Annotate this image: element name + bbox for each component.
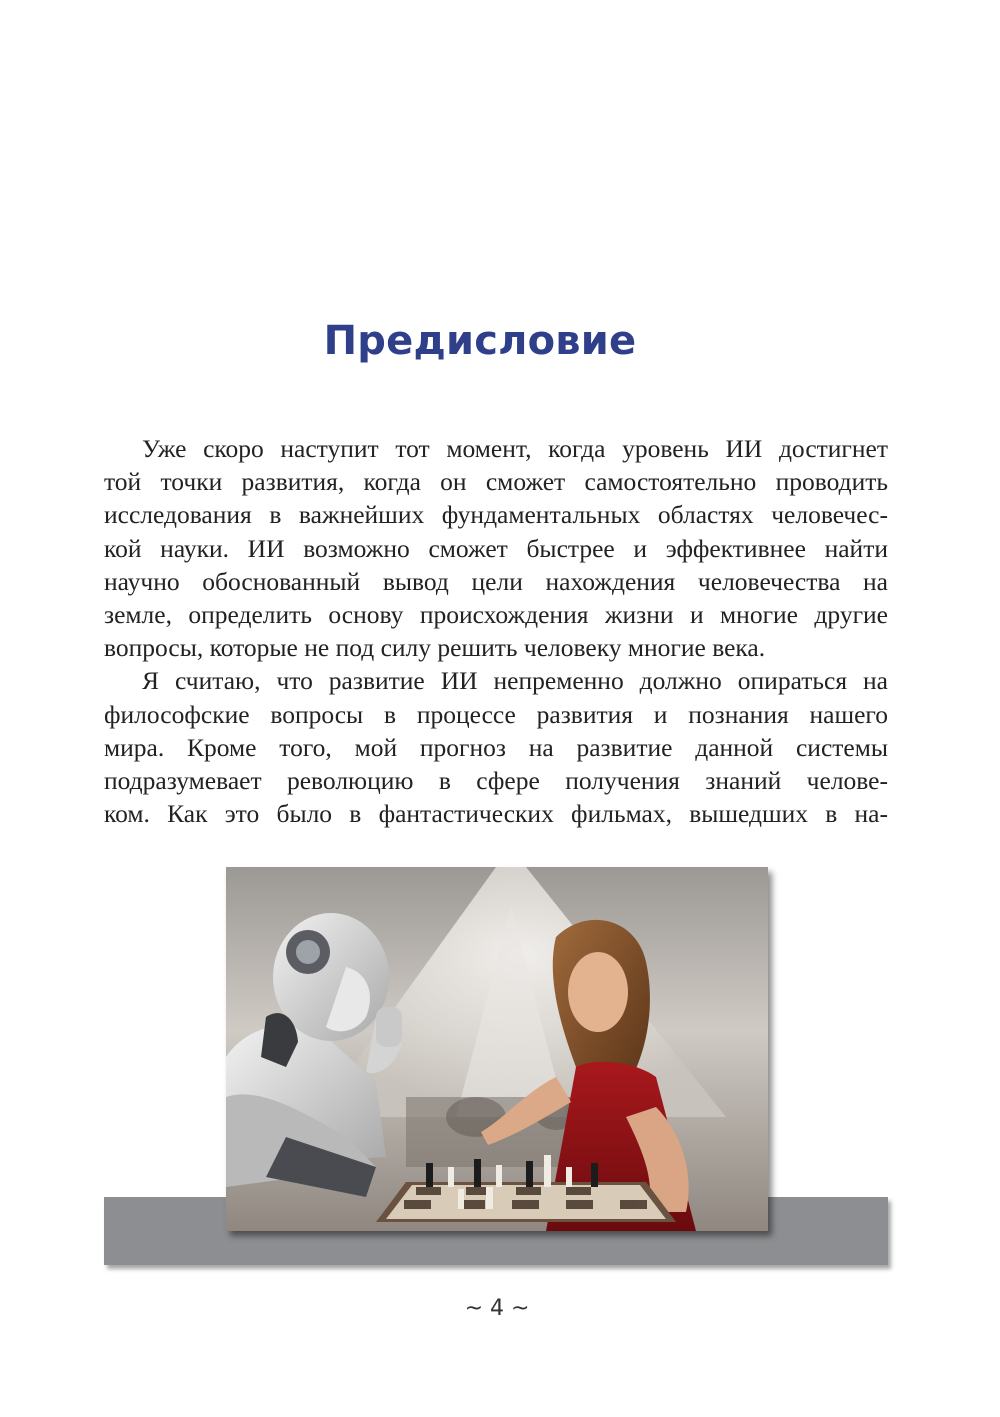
text-line: вопросы, которые не под силу решить человеку многие века. — [104, 633, 766, 663]
text-line: Уже скоро наступит тот момент, когда уровень ИИ достигнет — [142, 434, 888, 463]
text-line: подразумевает революцию в сфере получения знаний челове- — [104, 766, 888, 796]
text-line: исследования в важнейших фундаментальных областях человечес- — [104, 500, 888, 530]
text-line: философские вопросы в процессе развития и познания нашего — [104, 699, 888, 729]
text-line: земле, определить основу происхождения жизни и многие другие — [104, 600, 888, 630]
paragraph-2 — [104, 664, 888, 830]
text-line: кой науки. ИИ возможно сможет быстрее и эффективнее найти — [104, 533, 888, 563]
text-line: мира. Кроме того, мой прогноз на развитие данной системы — [104, 732, 888, 762]
paragraph-1 — [104, 432, 888, 664]
text-line: научно обоснованный вывод цели нахождения человечества на — [104, 566, 888, 596]
text-line: ком. Как это было в фантастических фильмах, вышедших в на- — [104, 799, 888, 829]
page-number: ~ 4 ~ — [464, 1296, 530, 1321]
page-title: Предисловие — [323, 318, 637, 364]
robot-chess-image — [226, 867, 768, 1231]
body-text — [104, 432, 888, 830]
robot-chess-illustration — [226, 867, 768, 1231]
text-line: той точки развития, когда он сможет самостоятельно проводить — [104, 467, 888, 497]
text-line: Я считаю, что развитие ИИ непременно должно опираться на — [142, 666, 888, 696]
